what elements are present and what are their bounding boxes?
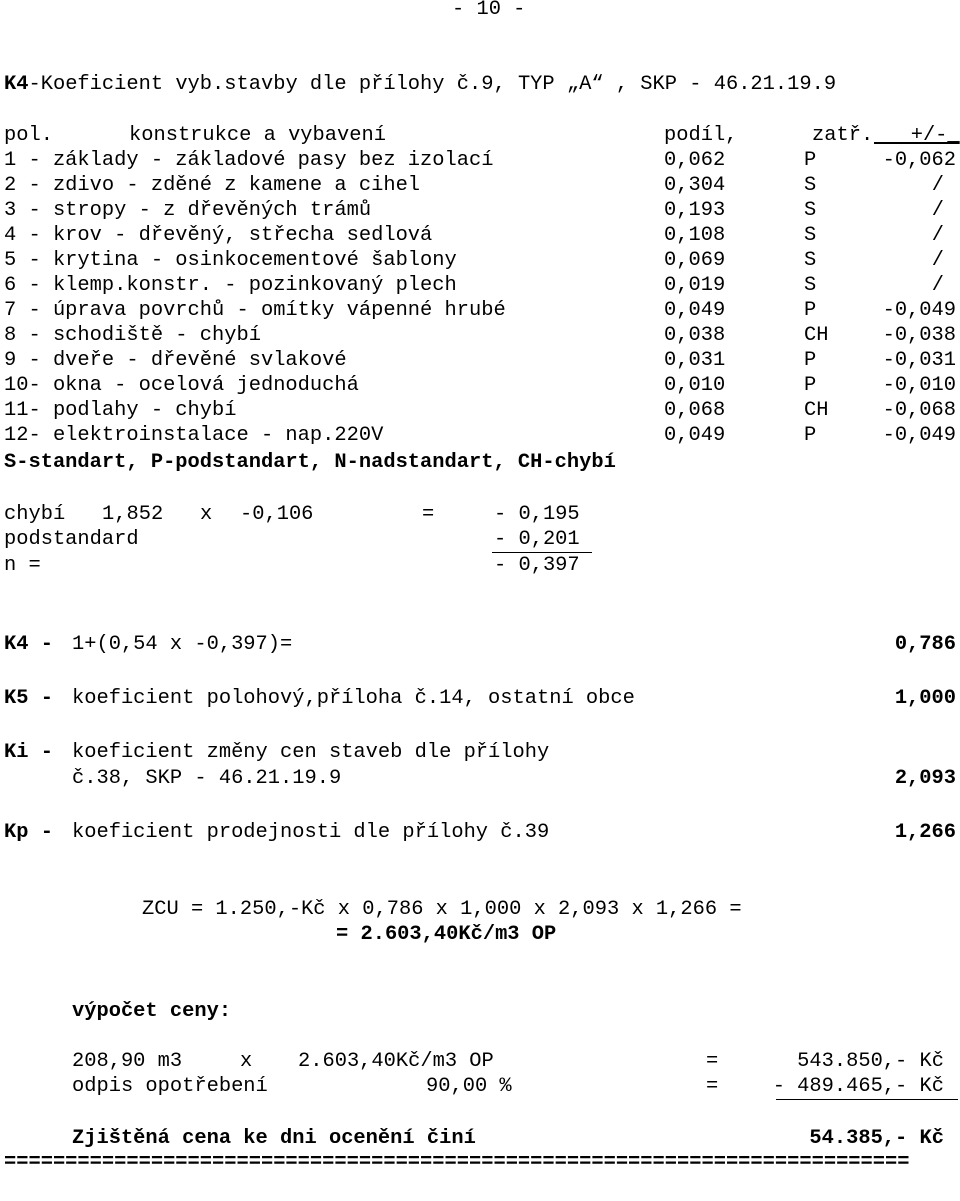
k4-header-text: -Koeficient vyb.stavby dle přílohy č.9, TYP „A“ , SKP - 46.21.19.9 xyxy=(28,73,837,96)
zcu-result: = 2.603,40Kč/m3 OP xyxy=(336,923,557,946)
table-row: 7 - úprava povrchů - omítky vápenné hrubé 0,049 P -0,049 xyxy=(4,299,956,322)
coef-kp: Kp - koeficient prodejnosti dle přílohy č.39 1,266 xyxy=(4,821,956,844)
price-row-depreciation: odpis opotřebení 90,00 % = - 489.465,- Kč xyxy=(72,1075,944,1098)
k4-header xyxy=(0,72,960,97)
table-row: 5 - krytina - osinkocementové šablony 0,069 S / xyxy=(4,249,944,272)
calc-chybi-row: chybí 1,852 x -0,106 = - 0,195 xyxy=(4,503,580,526)
table-row: 12- elektroinstalace - nap.220V 0,049 P -0,049 xyxy=(4,424,956,447)
table-row: 1 - základy - základové pasy bez izolací 0,062 P -0,062 xyxy=(4,149,956,172)
table-row: 11- podlahy - chybí 0,068 CH -0,068 xyxy=(4,399,956,422)
calc-podstandard-row: podstandard - 0,201 xyxy=(4,528,580,551)
page-number: - 10 - xyxy=(452,0,526,21)
table-row: 10- okna - ocelová jednoduchá 0,010 P -0,010 xyxy=(4,374,956,397)
header-zatr: zatř. xyxy=(812,124,874,147)
final-price: Zjištěná cena ke dni ocenění činí 54.385,- Kč xyxy=(72,1127,944,1150)
table-header xyxy=(0,123,960,148)
table-row: 6 - klemp.konstr. - pozinkovaný plech 0,019 S / xyxy=(4,274,944,297)
price-sum-line xyxy=(776,1099,958,1100)
coef-k5: K5 - koeficient polohový,příloha č.14, ostatní obce 1,000 xyxy=(4,687,956,710)
price-row-volume: 208,90 m3 x 2.603,40Kč/m3 OP = 543.850,- Kč xyxy=(72,1050,944,1073)
coef-ki: Ki - koeficient změny cen staveb dle přílohy xyxy=(4,741,550,764)
header-podil: podíl, xyxy=(664,124,738,147)
header-plusminus: +/-_ xyxy=(874,124,960,147)
coef-k4: K4 - 1+(0,54 x -0,397)= 0,786 xyxy=(4,633,956,656)
coef-ki-cont: č.38, SKP - 46.21.19.9 2,093 xyxy=(72,767,956,790)
zcu-formula: ZCU = 1.250,-Kč x 0,786 x 1,000 x 2,093 x 1,266 = xyxy=(142,898,742,921)
calc-n-row: n = - 0,397 xyxy=(4,554,580,577)
table-row: 8 - schodiště - chybí 0,038 CH -0,038 xyxy=(4,324,956,347)
table-legend: S-standart, P-podstandart, N-nadstandart, CH-chybí xyxy=(4,451,616,474)
price-calc-title: výpočet ceny: xyxy=(72,1000,232,1023)
table-row: 3 - stropy - z dřevěných trámů 0,193 S / xyxy=(4,199,944,222)
table-row: 9 - dveře - dřevěné svlakové 0,031 P -0,031 xyxy=(4,349,956,372)
header-pol: pol. xyxy=(4,124,53,147)
header-konstrukce: konstrukce a vybavení xyxy=(129,124,386,147)
double-rule: ========================================================================== xyxy=(4,1151,910,1174)
table-row: 2 - zdivo - zděné z kamene a cihel 0,304 S / xyxy=(4,174,944,197)
k4-code: K4 xyxy=(4,73,29,96)
table-row: 4 - krov - dřevěný, střecha sedlová 0,108 S / xyxy=(4,224,944,247)
